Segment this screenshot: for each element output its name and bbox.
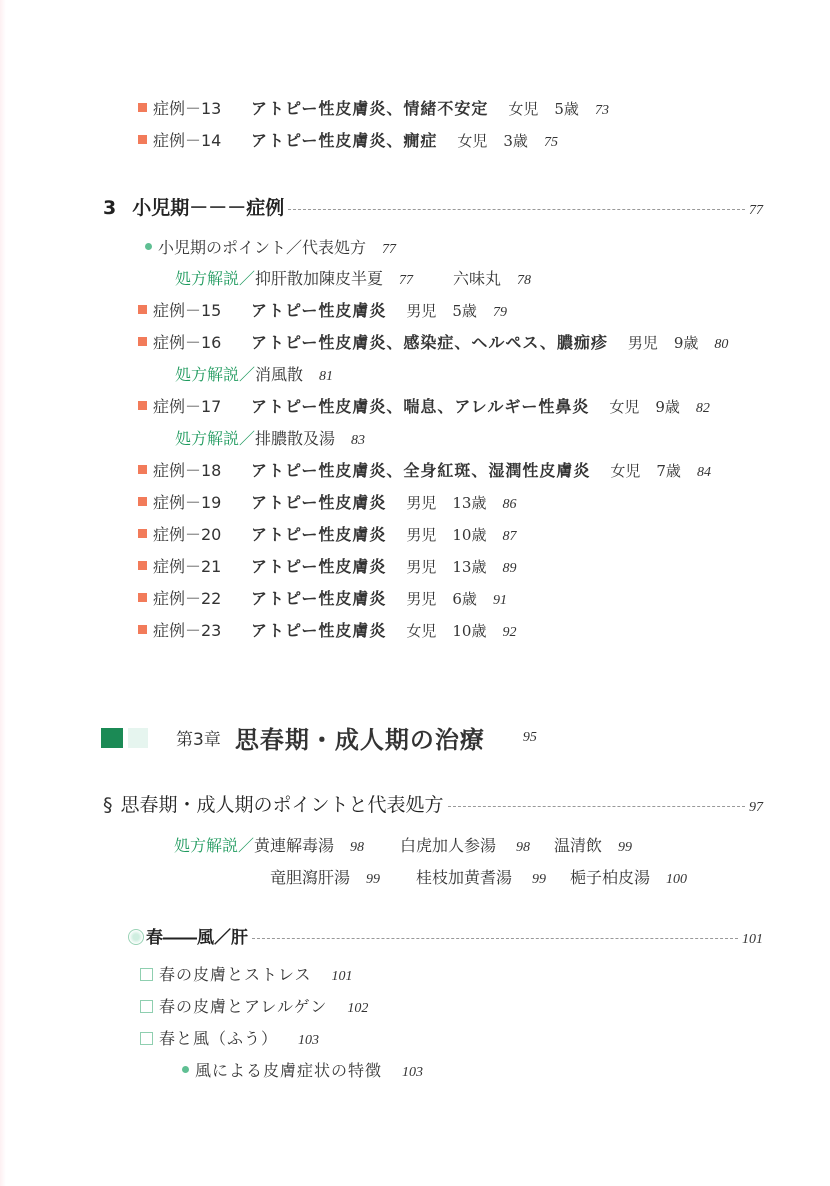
- case-marker-icon: [138, 337, 147, 346]
- toc-spring-item-3[interactable]: 春と風（ふう） 103: [140, 1026, 319, 1049]
- dotted-leader: [252, 938, 738, 939]
- toc-case-16[interactable]: 症例－16 アトピー性皮膚炎、感染症、ヘルペス、膿痂疹 男児 9歳 80: [138, 330, 728, 353]
- toc-case-20[interactable]: 症例－20 アトピー性皮膚炎 男児 10歳 87: [138, 522, 516, 545]
- dotted-leader: [448, 806, 745, 807]
- case-marker-icon: [138, 497, 147, 506]
- dotted-leader: [288, 209, 745, 210]
- bullet-icon: [145, 243, 152, 250]
- case-marker-icon: [138, 305, 147, 314]
- toc-rx-adolescent-row2[interactable]: 竜胆瀉肝湯 99 桂枝加黄耆湯 99 梔子柏皮湯 100: [270, 868, 688, 887]
- toc-rx-case-16[interactable]: 処方解説／ 消風散 81: [175, 365, 334, 384]
- case-marker-icon: [138, 529, 147, 538]
- toc-rx-adolescent-row1[interactable]: 処方解説／ 黄連解毒湯 98 白虎加人参湯 98 温清飲 99: [174, 836, 633, 855]
- checkbox-square-icon: [140, 1032, 153, 1045]
- toc-case-23[interactable]: 症例－23 アトピー性皮膚炎 女児 10歳 92: [138, 618, 516, 641]
- toc-chapter-3[interactable]: 第3章 思春期・成人期の治療 95: [101, 720, 537, 755]
- bullet-icon: [182, 1066, 189, 1073]
- toc-case-14[interactable]: 症例－14 アトピー性皮膚炎、癇症 女児 3歳 75: [138, 128, 558, 151]
- toc-spring-item-1[interactable]: 春の皮膚とストレス 101: [140, 962, 353, 985]
- toc-spring[interactable]: 春――風／肝 101: [128, 923, 763, 948]
- toc-rx-child[interactable]: 処方解説／ 抑肝散加陳皮半夏 77 六味丸 78: [175, 269, 532, 288]
- toc-section-3[interactable]: 3 小児期－－－症例 77: [103, 197, 763, 219]
- spring-emblem-icon: [128, 929, 144, 945]
- toc-child-point[interactable]: 小児期のポイント／代表処方 77: [145, 235, 396, 258]
- page-number: 73: [594, 103, 609, 118]
- toc-case-22[interactable]: 症例－22 アトピー性皮膚炎 男児 6歳 91: [138, 586, 507, 609]
- chapter-marker-icon: [101, 728, 123, 748]
- case-marker-icon: [138, 103, 147, 112]
- toc-adolescent-points[interactable]: § 思春期・成人期のポイントと代表処方 97: [103, 794, 763, 816]
- toc-case-15[interactable]: 症例－15 アトピー性皮膚炎 男児 5歳 79: [138, 298, 507, 321]
- case-marker-icon: [138, 593, 147, 602]
- toc-case-17[interactable]: 症例－17 アトピー性皮膚炎、喘息、アレルギー性鼻炎 女児 9歳 82: [138, 394, 710, 417]
- toc-rx-case-17[interactable]: 処方解説／ 排膿散及湯 83: [175, 429, 366, 448]
- toc-case-19[interactable]: 症例－19 アトピー性皮膚炎 男児 13歳 86: [138, 490, 516, 513]
- toc-spring-subitem[interactable]: 風による皮膚症状の特徴 103: [182, 1058, 423, 1081]
- case-marker-icon: [138, 135, 147, 144]
- case-marker-icon: [138, 401, 147, 410]
- page-edge: [0, 0, 6, 1186]
- toc-case-18[interactable]: 症例－18 アトピー性皮膚炎、全身紅斑、湿潤性皮膚炎 女児 7歳 84: [138, 458, 711, 481]
- chapter-marker-light-icon: [128, 728, 148, 748]
- toc-case-21[interactable]: 症例－21 アトピー性皮膚炎 男児 13歳 89: [138, 554, 516, 577]
- case-marker-icon: [138, 465, 147, 474]
- case-marker-icon: [138, 561, 147, 570]
- toc-case-13[interactable]: 症例－13 アトピー性皮膚炎、情緒不安定 女児 5歳 73: [138, 96, 609, 119]
- checkbox-square-icon: [140, 1000, 153, 1013]
- checkbox-square-icon: [140, 968, 153, 981]
- page-number: 75: [543, 135, 558, 150]
- toc-spring-item-2[interactable]: 春の皮膚とアレルゲン 102: [140, 994, 368, 1017]
- case-marker-icon: [138, 625, 147, 634]
